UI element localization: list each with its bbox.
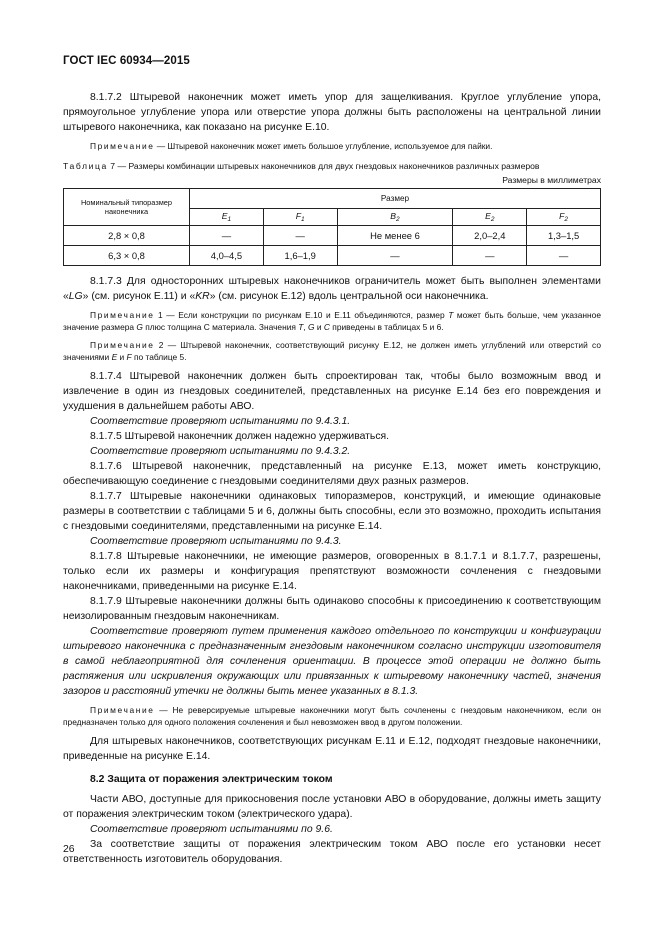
clause-8-1-7-5: 8.1.7.5 Штыревой наконечник должен надежно удерживаться.: [90, 430, 390, 442]
clause-8-1-7-7: 8.1.7.7 Штыревые наконечники одинаковых типоразмеров, конструкций, и имеющие одинаковые размеры в соответствии с таблицами 5 и 6, должны быть способны, если это возможно, проходить испытания с гнездовыми соединителями, представленными на рисунке E.14.: [63, 490, 601, 532]
document-page: [63, 55, 601, 867]
text-run: C: [323, 322, 330, 332]
compliance-check: Соответствие проверяют испытаниями по 9.4.3.1.: [90, 415, 351, 427]
note-text: — Штыревой наконечник может иметь большое углубление, используемое для пайки.: [154, 141, 493, 151]
text-run: 1 — Если конструкции по рисункам E.10 и E.11 объединяются, размер: [154, 309, 449, 320]
table-cell: 4,0–4,5: [190, 245, 264, 265]
table-cell: 2,0–2,4: [453, 225, 527, 245]
table-cell: —: [263, 225, 337, 245]
note-label: Примечание: [90, 704, 155, 715]
note-pin-recess: [63, 140, 601, 153]
note-text: — Не реверсируемые штыревые наконечники могут быть сочленены с гнездовым наконечником, если он предназначен только для одного положения сочленения и был невозможен ввод в другом положении.: [63, 704, 601, 727]
column-header-symbol: E: [485, 210, 491, 221]
note-2: [63, 339, 601, 364]
text-run: F: [126, 352, 132, 362]
clause-8-1-7-6: 8.1.7.6 Штыревой наконечник, представленный на рисунке E.13, может иметь конструкцию, обеспечивающую соединение с гнездовыми соединителями двух разных размеров.: [63, 460, 601, 487]
standard-header: ГОСТ IEC 60934—2015: [63, 55, 190, 67]
text-run: » (см. рисунок E.12) вдоль центральной оси наконечника.: [209, 290, 489, 302]
header-nominal-size: Номинальный типоразмер наконечника: [64, 188, 190, 225]
column-header-symbol: E: [221, 210, 228, 221]
text-run: E: [111, 352, 118, 362]
section-8-2-heading: 8.2 Защита от поражения электрическим током: [90, 773, 333, 785]
text-run: » (см. рисунок E.11) и «: [82, 290, 196, 302]
page-number: 26: [63, 844, 75, 855]
table-row: [64, 225, 601, 245]
note-label: Примечание: [90, 309, 155, 320]
table-cell: 1,6–1,9: [263, 245, 337, 265]
column-header-symbol: B: [390, 210, 397, 221]
note-label: Примечание: [90, 141, 155, 151]
clause-8-1-7-3: [63, 274, 601, 304]
text-run: KR: [195, 290, 210, 302]
clause-8-1-7-8: 8.1.7.8 Штыревые наконечники, не имеющие размеров, оговоренных в 8.1.7.1 и 8.1.7.7, разрешены, только если их размеры и конфигурация препятствуют возможности сочленения с гнездовыми наконечниками, приведенными на рисунке E.14.: [63, 550, 601, 592]
column-header: [527, 208, 601, 225]
text-run: G: [136, 322, 143, 332]
column-header-subscript: 2: [564, 215, 569, 223]
paragraph-8-2-a: Части АВО, доступные для прикосновения после установки АВО в оборудование, должны иметь защиту от поражения электрическим током (электрического удара).: [63, 793, 601, 820]
column-header: [263, 208, 337, 225]
table-cell: Не менее 6: [337, 225, 453, 245]
text-run: LG: [68, 290, 83, 302]
compliance-check: Соответствие проверяют испытаниями по 9.4.3.: [90, 535, 342, 547]
text-run: G: [308, 322, 315, 332]
table-cell: 6,3 × 0,8: [64, 245, 190, 265]
text-run: ,: [303, 322, 309, 332]
table-cell: 2,8 × 0,8: [64, 225, 190, 245]
column-header: [453, 208, 527, 225]
column-header-subscript: 2: [396, 215, 400, 223]
text-run: 8.1.7.3 Для односторонних штыревых наконечников ограничитель может быть выполнен элементами «: [63, 275, 601, 302]
table-row: [64, 245, 601, 265]
compliance-check: Соответствие проверяют испытаниями по 9.6.: [90, 823, 333, 835]
header-size: Размер: [190, 188, 601, 208]
text-run: T: [448, 309, 454, 320]
table-cell: —: [190, 225, 264, 245]
table-units: Размеры в миллиметрах: [502, 174, 601, 185]
text-run: приведены в таблицах 5 и 6.: [329, 322, 444, 332]
clause-8-1-7-9: 8.1.7.9 Штыревые наконечники должны быть одинаково способны к присоединению к соответствующим неизолированным гнездовым наконечникам.: [63, 595, 601, 622]
clause-8-1-7-2: 8.1.7.2 Штыревой наконечник может иметь упор для защелкивания. Круглое углубление упора, прямоугольное углубление упора или отверстие упора должны быть расположены на центральной линии штыревого наконечника, как показано на рисунке E.10.: [63, 92, 601, 133]
column-header-subscript: 1: [300, 215, 305, 223]
table-cell: —: [337, 245, 453, 265]
text-run: может быть больше, чем указанное значение размера: [63, 309, 601, 332]
table-cell: —: [453, 245, 527, 265]
text-run: и: [314, 322, 324, 332]
column-header-symbol: F: [295, 210, 301, 221]
compliance-check: Соответствие проверяют путем применения каждого отдельного по конструкции и конфигурации штыревого наконечника с предназначенным гнездовым наконечником согласно инструкции изготовителя в самой неблагоприятной для сочленения ориентации. В процессе этой операции не должно быть растяжения или искривления окружающих или привязанных к штыревому наконечнику частей, значения зазоров и расстояний утечки не должны быть менее указанных в 8.1.3.: [63, 625, 601, 697]
note-label: Примечание: [90, 339, 155, 350]
column-header-symbol: F: [559, 210, 565, 221]
compliance-check: Соответствие проверяют испытаниями по 9.4.3.2.: [90, 445, 351, 457]
table-caption-label: Таблица: [63, 160, 108, 171]
paragraph-sockets: Для штыревых наконечников, соответствующих рисункам E.11 и E.12, подходят гнездовые наконечники, приведенные на рисунке E.14.: [63, 735, 601, 762]
note-1: [63, 309, 601, 334]
clause-8-1-7-4: 8.1.7.4 Штыревой наконечник должен быть спроектирован так, чтобы было возможным ввод и извлечение в один из гнездовых соединителей, представленных на рисунке E.14 без его повреждения и ухудшения в дальнейшем работы АВО.: [63, 370, 601, 412]
table-caption-text: 7 — Размеры комбинации штыревых наконечников для двух гнездовых наконечников различных размеров: [107, 160, 540, 171]
text-run: T: [298, 322, 304, 332]
text-run: 2 — Штыревой наконечник, соответствующий рисунку E.12, не должен иметь углублений или отверстий со значениями: [63, 339, 601, 362]
column-header-subscript: 2: [490, 215, 495, 223]
text-run: и: [117, 352, 127, 362]
column-header: [337, 208, 453, 225]
note-non-reversible: [63, 704, 601, 729]
paragraph-8-2-b: За соответствие защиты от поражения электрическим током АВО после его установки несет ответственность изготовитель оборудования.: [63, 838, 601, 865]
text-run: плюс толщина C материала. Значения: [142, 322, 299, 332]
text-run: по таблице 5.: [131, 352, 187, 362]
column-header-subscript: 1: [227, 215, 232, 223]
table-caption: [63, 161, 601, 172]
table-cell: —: [527, 245, 601, 265]
table-cell: 1,3–1,5: [527, 225, 601, 245]
dimensions-table: [63, 188, 601, 266]
column-header: [190, 208, 264, 225]
